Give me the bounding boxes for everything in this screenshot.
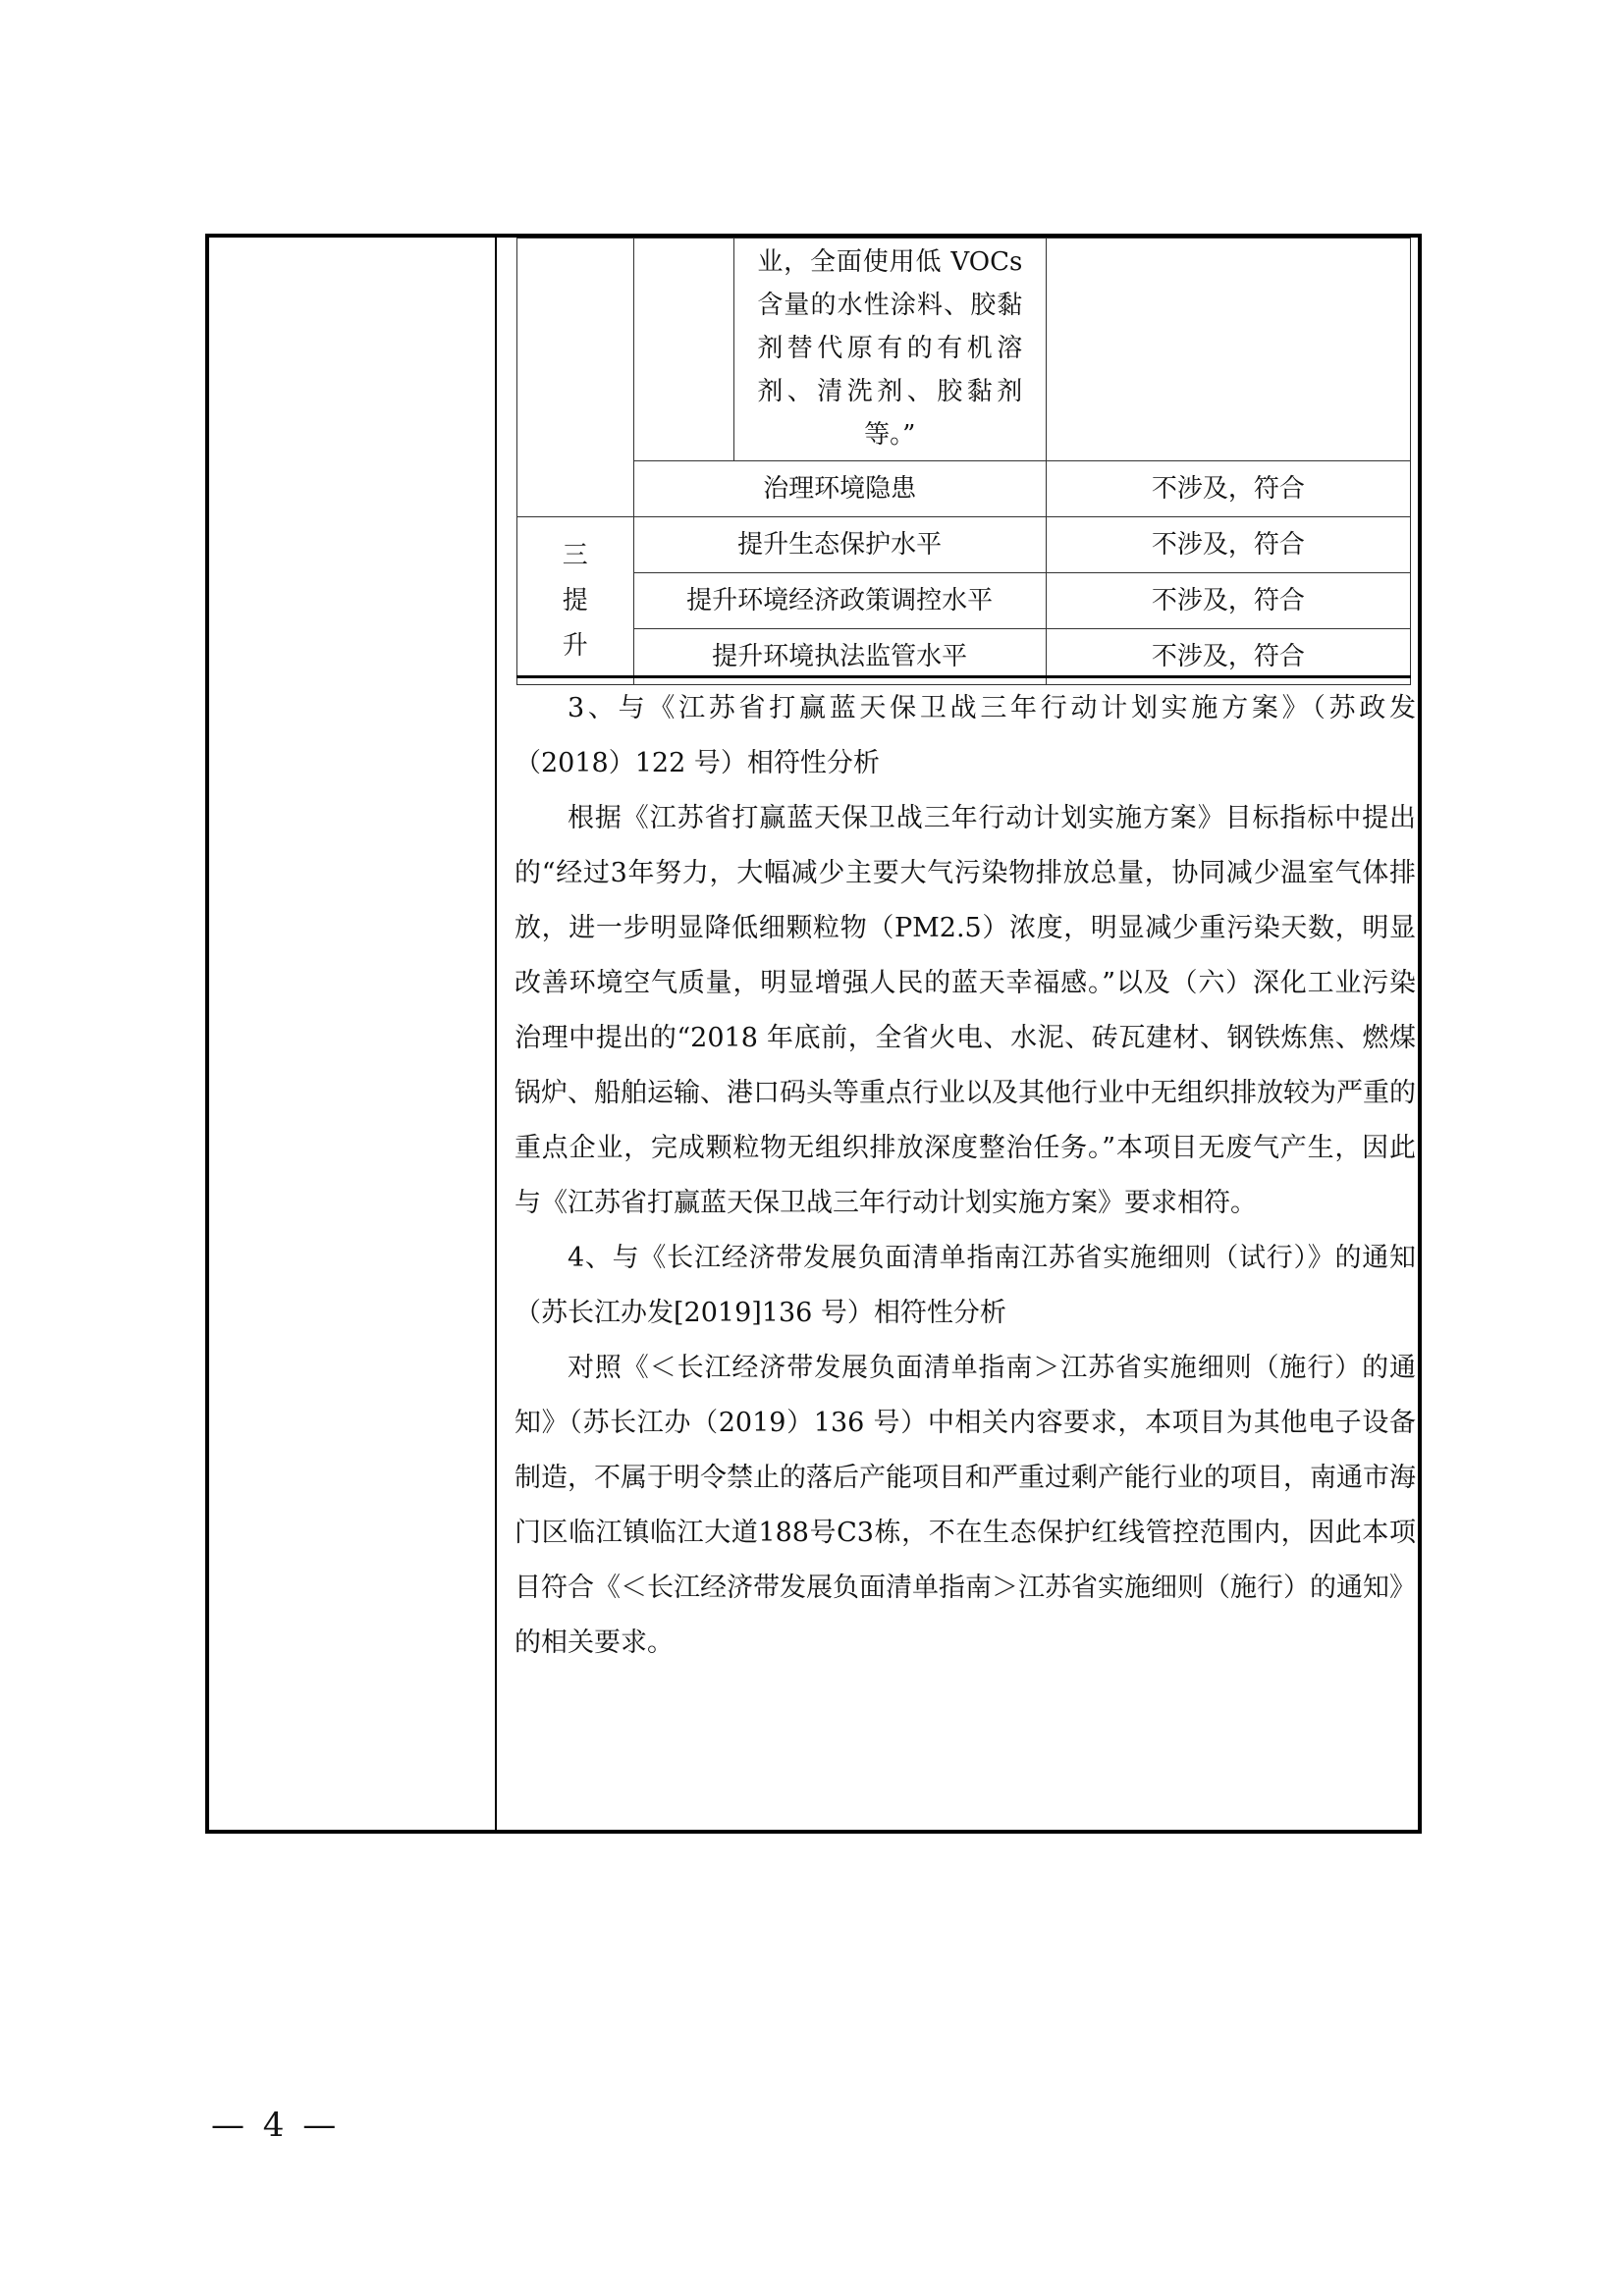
result-cell: 不涉及，符合 — [1046, 517, 1410, 573]
group-cell-continued — [517, 239, 634, 517]
left-column — [209, 238, 497, 1830]
group-label — [563, 533, 588, 668]
item-cell: 提升生态保护水平 — [633, 517, 1046, 573]
item-cell: 提升环境经济政策调控水平 — [633, 573, 1046, 629]
result-cell: 不涉及，符合 — [1046, 573, 1410, 629]
analysis-text — [514, 681, 1416, 1671]
paragraph-heading-3: 3、与《江苏省打赢蓝天保卫战三年行动计划实施方案》（苏政发（2018）122 号）相符性分析 — [514, 693, 1416, 778]
item-cell: 提升环境执法监管水平 — [633, 629, 1046, 685]
table-bottom-rule — [516, 675, 1411, 678]
result-cell: 不涉及，符合 — [1046, 629, 1410, 685]
table-row — [517, 573, 1411, 629]
sub-cell-continued — [633, 239, 733, 461]
table-row — [517, 461, 1411, 517]
group-label-char: 升 — [562, 631, 588, 661]
paragraph-heading-4: 4、与《长江经济带发展负面清单指南江苏省实施细则（试行）》的通知（苏长江办发[2019]136 号）相符性分析 — [514, 1243, 1416, 1328]
table-row — [517, 517, 1411, 573]
group-label-cell — [517, 517, 634, 685]
right-column — [497, 238, 1418, 1830]
page-number: — 4 — — [211, 2106, 341, 2145]
compliance-table — [516, 238, 1411, 685]
group-label-char: 提 — [562, 586, 588, 615]
result-cell: 不涉及，符合 — [1046, 461, 1410, 517]
item-cell: 治理环境隐患 — [633, 461, 1046, 517]
document-frame — [205, 234, 1422, 1834]
group-label-char: 三 — [562, 541, 588, 570]
paragraph: 对照《＜长江经济带发展负面清单指南＞江苏省实施细则（施行）的通知》（苏长江办（2019）136 号）中相关内容要求，本项目为其他电子设备制造，不属于明令禁止的落后产能项目和严重过剩产能行业的项目，南通市海门区临江镇临江大道188号C3栋，不在生态保护红线管控范围内，因此本项目符合《＜长江经济带发展负面清单指南＞江苏省实施细则（施行）的通知》的相关要求。 — [514, 1353, 1416, 1658]
result-cell-continued — [1046, 239, 1410, 461]
continued-text-cell — [733, 239, 1046, 461]
paragraph: 根据《江苏省打赢蓝天保卫战三年行动计划实施方案》目标指标中提出的“经过3年努力，大幅减少主要大气污染物排放总量，协同减少温室气体排放，进一步明显降低细颗粒物（PM2.5）浓度，明显减少重污染天数，明显改善环境空气质量，明显增强人民的蓝天幸福感。”以及（六）深化工业污染治理中提出的“2018 年底前，全省火电、水泥、砖瓦建材、钢铁炼焦、燃煤锅炉、船舶运输、港口码头等重点行业以及其他行业中无组织排放较为严重的重点企业，完成颗粒物无组织排放深度整治任务。”本项目无废气产生，因此与《江苏省打赢蓝天保卫战三年行动计划实施方案》要求相符。 — [514, 803, 1416, 1218]
continued-text: 业，全面使用低 VOCs 含量的水性涂料、胶黏剂替代原有的有机溶剂、清洗剂、胶黏剂等。” — [757, 247, 1023, 450]
table-row — [517, 239, 1411, 461]
